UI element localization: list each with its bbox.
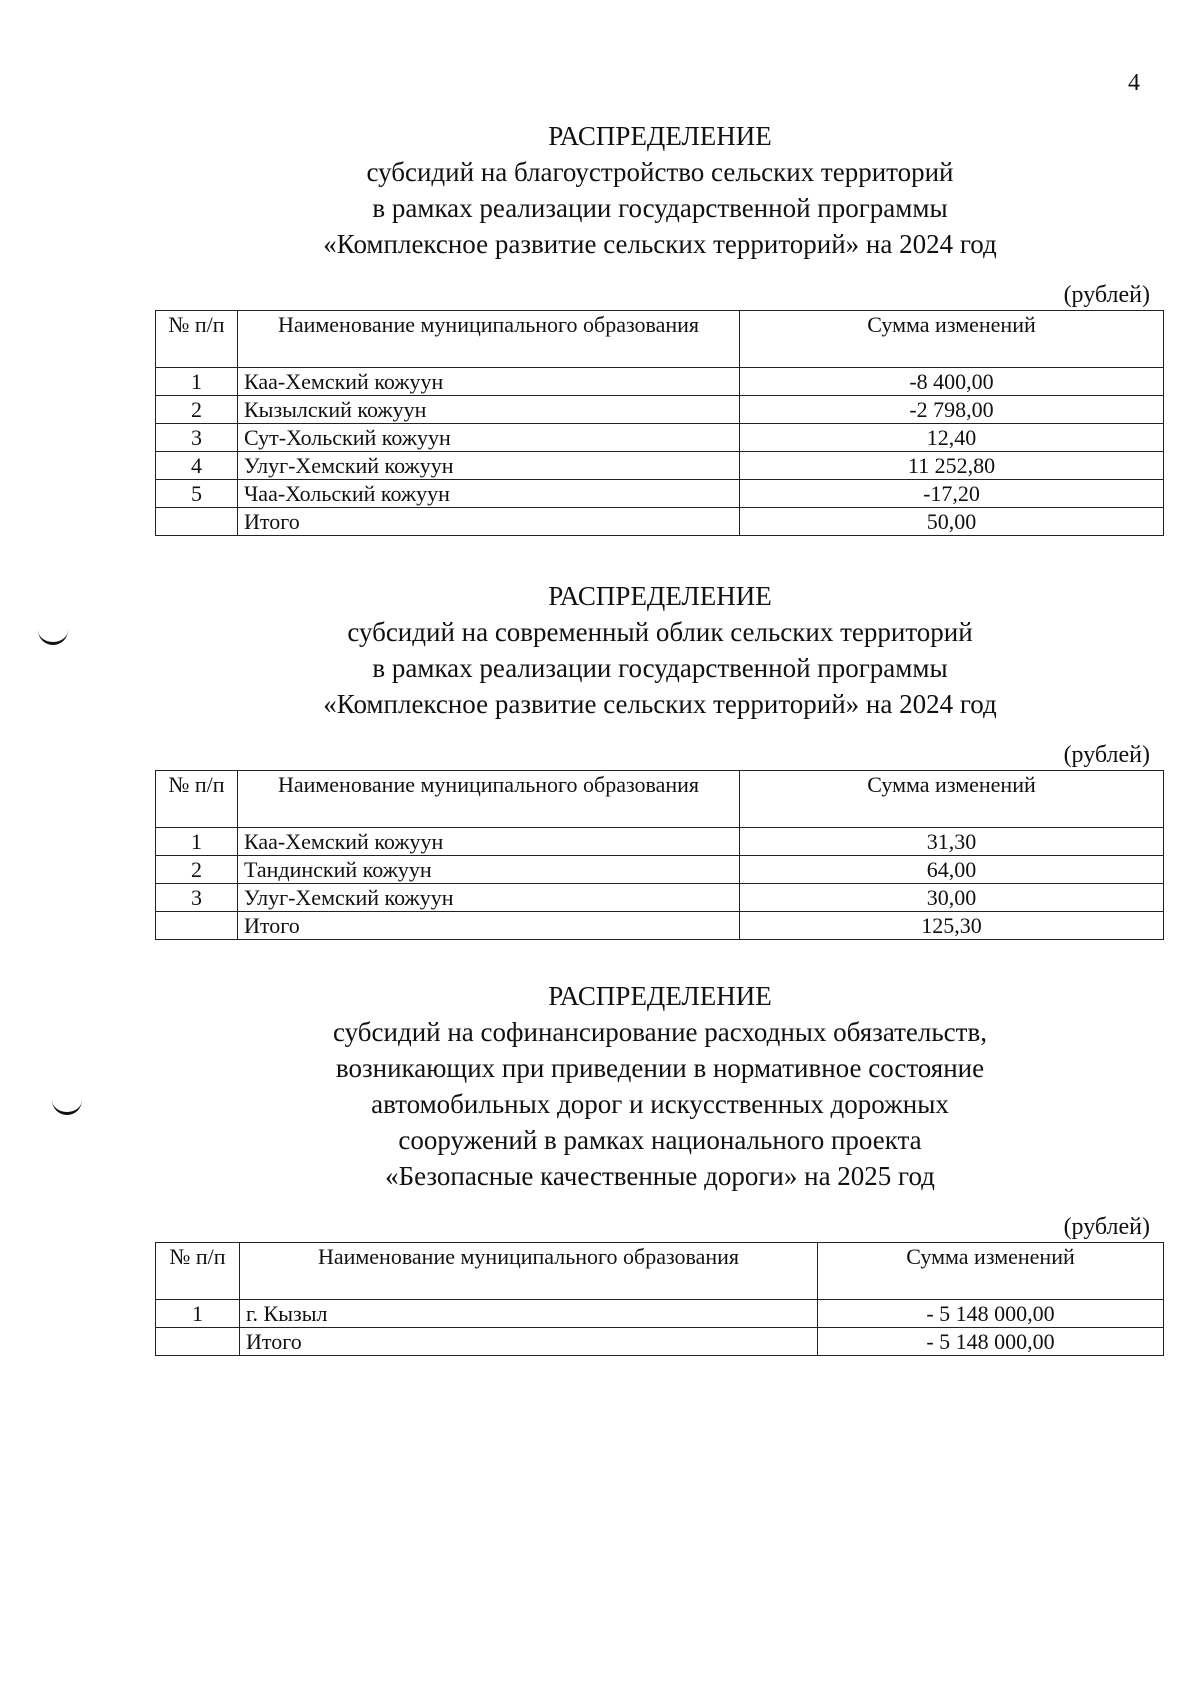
row-num: 4 (156, 452, 238, 480)
table-row (156, 856, 1164, 884)
header-num: № п/п (156, 771, 238, 828)
total-sum: 125,30 (740, 912, 1164, 940)
total-sum: 50,00 (740, 508, 1164, 536)
row-num: 5 (156, 480, 238, 508)
row-num: 1 (156, 828, 238, 856)
total-label: Итого (240, 1328, 818, 1356)
table-row (156, 884, 1164, 912)
row-name: Чаа-Хольский кожуун (238, 480, 740, 508)
header-name: Наименование муниципального образования (240, 1243, 818, 1300)
table-row (156, 396, 1164, 424)
row-sum: - 5 148 000,00 (818, 1300, 1164, 1328)
total-label: Итого (238, 508, 740, 536)
row-sum: -2 798,00 (740, 396, 1164, 424)
row-num: 1 (156, 1300, 240, 1328)
total-num (156, 1328, 240, 1356)
row-name: Улуг-Хемский кожуун (238, 452, 740, 480)
section-2-heading (0, 578, 1200, 722)
row-name: Кызылский кожуун (238, 396, 740, 424)
row-sum: 30,00 (740, 884, 1164, 912)
section-2-line-1: субсидий на современный облик сельских территорий (347, 617, 973, 647)
total-num (156, 912, 238, 940)
row-sum: 12,40 (740, 424, 1164, 452)
table-header-row (156, 311, 1164, 368)
row-sum: 64,00 (740, 856, 1164, 884)
table-row (156, 368, 1164, 396)
section-3-line-5: «Безопасные качественные дороги» на 2025 год (385, 1161, 935, 1191)
header-sum: Сумма изменений (740, 311, 1164, 368)
table-header-row (156, 1243, 1164, 1300)
section-3-line-3: автомобильных дорог и искусственных дорожных (371, 1089, 949, 1119)
section-1-unit: (рублей) (1063, 282, 1150, 308)
table-header-row (156, 771, 1164, 828)
table-row (156, 1300, 1164, 1328)
section-2-table (155, 770, 1164, 940)
table-total-row (156, 912, 1164, 940)
table-total-row (156, 508, 1164, 536)
header-num: № п/п (156, 1243, 240, 1300)
row-sum: -17,20 (740, 480, 1164, 508)
row-sum: -8 400,00 (740, 368, 1164, 396)
section-1-heading (0, 118, 1200, 262)
table-row (156, 828, 1164, 856)
header-name: Наименование муниципального образования (238, 311, 740, 368)
section-2-line-2: в рамках реализации государственной программы (372, 653, 948, 683)
table-total-row (156, 1328, 1164, 1356)
section-2-unit: (рублей) (1063, 742, 1150, 768)
section-1-table (155, 310, 1164, 536)
row-num: 3 (156, 884, 238, 912)
section-3-title: РАСПРЕДЕЛЕНИЕ (548, 981, 772, 1011)
section-3-unit: (рублей) (1063, 1214, 1150, 1240)
section-2-line-3: «Комплексное развитие сельских территорий» на 2024 год (323, 689, 997, 719)
row-name: Каа-Хемский кожуун (238, 368, 740, 396)
row-sum: 11 252,80 (740, 452, 1164, 480)
section-3-line-2: возникающих при приведении в нормативное состояние (335, 1053, 985, 1083)
page-number: 4 (1128, 70, 1140, 96)
table-row (156, 452, 1164, 480)
header-num: № п/п (156, 311, 238, 368)
header-sum: Сумма изменений (818, 1243, 1164, 1300)
row-num: 2 (156, 856, 238, 884)
row-name: Улуг-Хемский кожуун (238, 884, 740, 912)
row-num: 2 (156, 396, 238, 424)
total-label: Итого (238, 912, 740, 940)
section-3-line-4: сооружений в рамках национального проекта (398, 1125, 922, 1155)
header-name: Наименование муниципального образования (238, 771, 740, 828)
section-3-line-1: субсидий на софинансирование расходных обязательств, (333, 1017, 987, 1047)
header-sum: Сумма изменений (740, 771, 1164, 828)
section-1-line-3: «Комплексное развитие сельских территорий» на 2024 год (323, 229, 997, 259)
section-1-line-2: в рамках реализации государственной программы (372, 193, 948, 223)
total-num (156, 508, 238, 536)
table-row (156, 424, 1164, 452)
row-num: 3 (156, 424, 238, 452)
row-name: Каа-Хемский кожуун (238, 828, 740, 856)
table-row (156, 480, 1164, 508)
section-3-heading (0, 978, 1200, 1194)
section-3-table (155, 1242, 1164, 1356)
total-sum: - 5 148 000,00 (818, 1328, 1164, 1356)
row-name: Сут-Хольский кожуун (238, 424, 740, 452)
row-name: г. Кызыл (240, 1300, 818, 1328)
section-2-title: РАСПРЕДЕЛЕНИЕ (548, 581, 772, 611)
section-1-line-1: субсидий на благоустройство сельских территорий (366, 157, 954, 187)
section-1-title: РАСПРЕДЕЛЕНИЕ (548, 121, 772, 151)
row-name: Тандинский кожуун (238, 856, 740, 884)
row-sum: 31,30 (740, 828, 1164, 856)
row-num: 1 (156, 368, 238, 396)
